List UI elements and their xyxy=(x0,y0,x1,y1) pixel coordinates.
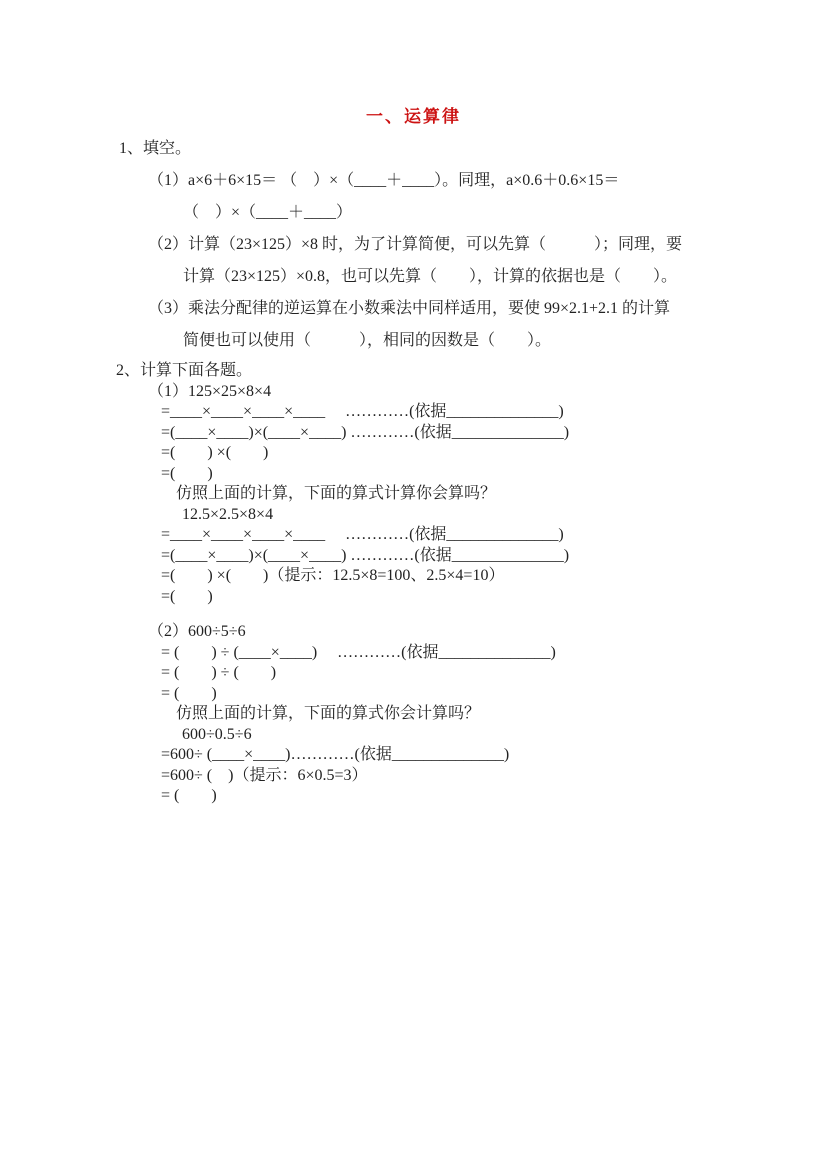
q2-item1-step1: =____×____×____×____ …………(依据______________) xyxy=(161,403,564,420)
section2-header: 2、计算下面各题。 xyxy=(116,362,253,379)
q2-item1-followup-step4: =( ) xyxy=(161,587,213,605)
q2-item2-followup-prompt: 仿照上面的计算，下面的算式你会计算吗？ xyxy=(176,705,481,722)
q2-item1-followup-step2: =(____×____)×(____×____) …………(依据______________) xyxy=(161,546,570,564)
q2-item1-step4: =( ) xyxy=(161,464,213,482)
q2-item1-followup-step1: =____×____×____×____ …………(依据______________) xyxy=(161,526,564,543)
q2-item1-followup-prompt: 仿照上面的计算，下面的算式计算你会算吗？ xyxy=(176,485,497,502)
q2-item1-followup-problem: 12.5×2.5×8×4 xyxy=(182,505,274,523)
q2-item2-step1: = ( ) ÷ (____×____) …………(依据______________) xyxy=(161,643,556,661)
q2-item2-followup-step2: =600÷ ( )（提示：6×0.5=3） xyxy=(161,766,368,784)
section-fill-blanks xyxy=(0,133,827,357)
page-title: 一、运算律 xyxy=(366,107,461,126)
q1-item2-line2: 计算（23×125）×0.8，也可以先算（ ），计算的依据也是（ ）。 xyxy=(183,268,678,285)
q1-item3-line2: 简便也可以使用（ ），相同的因数是（ ）。 xyxy=(183,332,552,349)
q1-item2-line1: （2）计算（23×125）×8 时，为了计算简便，可以先算（ ）；同理，要 xyxy=(148,236,683,253)
section-calculations xyxy=(0,361,827,807)
q1-item1-line2: （ ）×（____＋____） xyxy=(183,204,353,221)
q2-item1-step2: =(____×____)×(____×____) …………(依据______________) xyxy=(161,423,570,441)
section1-header: 1、填空。 xyxy=(119,140,192,157)
q2-item2-followup-problem: 600÷0.5÷6 xyxy=(182,725,252,743)
q2-item2-followup-step3: = ( ) xyxy=(161,787,217,804)
q2-item1-followup-step3: =( ) ×( )（提示：12.5×8=100、2.5×4=10） xyxy=(161,567,505,584)
q1-item3-line1: （3）乘法分配律的逆运算在小数乘法中同样适用，要使 99×2.1+2.1 的计算 xyxy=(148,300,671,317)
q2-item2-step3: = ( ) xyxy=(161,684,217,702)
q1-item1-line1: （1）a×6＋6×15＝ （ ）×（____＋____）。同理，a×0.6＋0.6×15＝ xyxy=(148,172,620,189)
q2-item2-followup-step1: =600÷ (____×____)…………(依据______________) xyxy=(161,746,510,763)
q2-item1-problem: （1）125×25×8×4 xyxy=(148,382,272,400)
q2-item2-problem: （2）600÷5÷6 xyxy=(148,623,246,640)
q2-item2-step2: = ( ) ÷ ( ) xyxy=(161,664,277,681)
q2-item1-step3: =( ) ×( ) xyxy=(161,444,269,461)
